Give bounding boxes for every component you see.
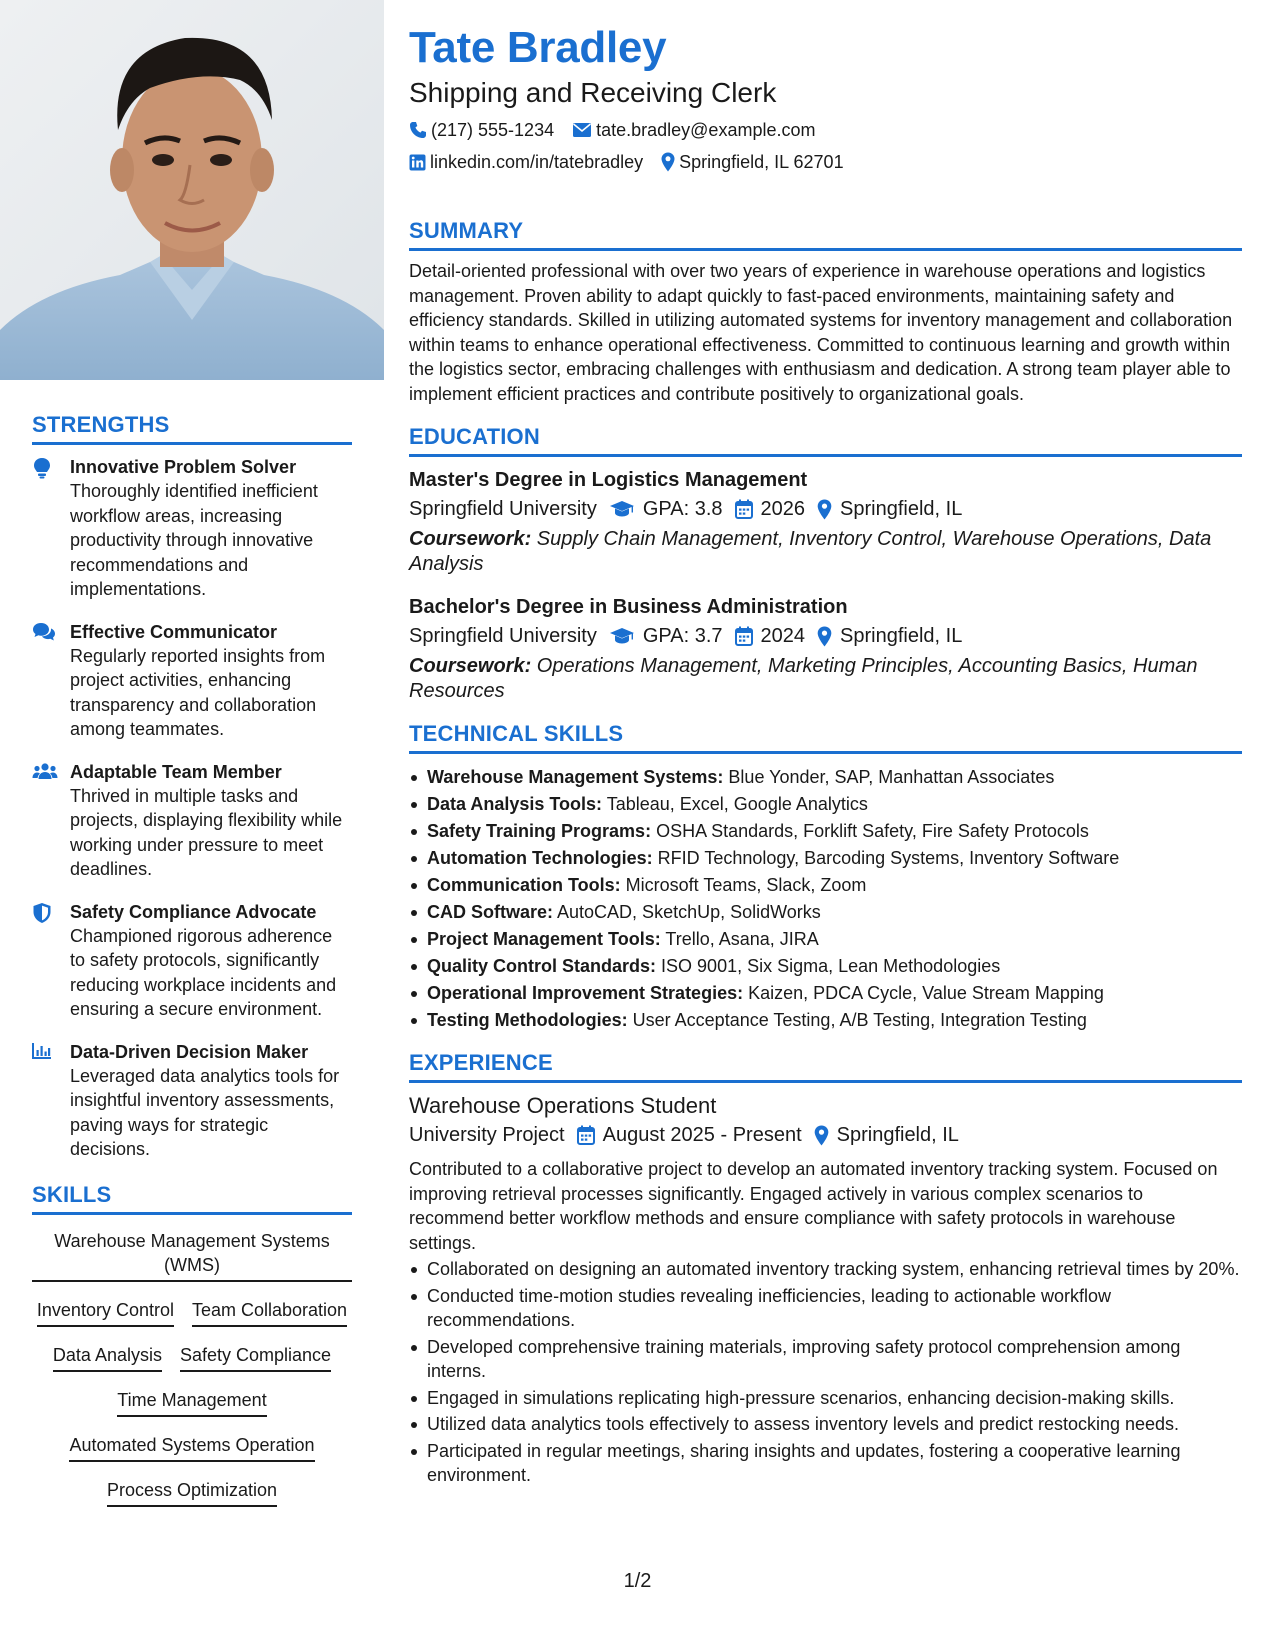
school-name	[409, 622, 597, 650]
skill-tag: Team Collaboration	[192, 1298, 347, 1327]
year-item	[735, 495, 806, 523]
map-pin-icon	[817, 626, 832, 647]
tech-skill-label: CAD Software:	[427, 902, 554, 922]
strength-item	[32, 900, 352, 1022]
strength-item	[32, 620, 352, 742]
comments-icon	[32, 620, 70, 742]
tech-skill-item	[409, 980, 1242, 1007]
candidate-role: Shipping and Receiving Clerk	[409, 77, 777, 108]
phone-icon	[409, 121, 427, 139]
calendar-icon	[735, 626, 753, 646]
shield-icon	[32, 900, 70, 1022]
phone-text: (217) 555-1234	[431, 120, 555, 140]
job-bullet: Developed comprehensive training materials, improving safety protocol comprehension among interns.	[409, 1335, 1242, 1384]
graduation-cap-icon	[609, 500, 635, 518]
linkedin-text: linkedin.com/in/tatebradley	[430, 152, 644, 172]
strength-desc: Championed rigorous adherence to safety protocols, significantly reducing workplace incidents and ensuring a secure environment.	[70, 925, 337, 1019]
strength-title: Safety Compliance Advocate	[70, 901, 317, 922]
job-bullets	[409, 1257, 1242, 1488]
location-text: Springfield, IL 62701	[679, 152, 844, 172]
strength-title: Innovative Problem Solver	[70, 457, 297, 477]
edu-location	[817, 495, 962, 523]
skills-heading: SKILLS	[32, 1182, 352, 1215]
strengths-heading: STRENGTHS	[32, 412, 352, 445]
strength-item	[32, 1040, 352, 1162]
edu-location-text: Springfield, IL	[840, 625, 963, 647]
tech-skill-value: Tableau, Excel, Google Analytics	[602, 794, 868, 814]
job-location	[814, 1121, 959, 1149]
strength-desc: Regularly reported insights from project activities, enhancing transparency and collaboration among teammates.	[70, 645, 326, 739]
contact-row	[409, 118, 1242, 142]
tech-skill-value: User Acceptance Testing, A/B Testing, Integration Testing	[627, 1010, 1087, 1030]
skill-tag: Warehouse Management Systems (WMS)	[32, 1229, 352, 1282]
skill-tag: Inventory Control	[37, 1298, 174, 1327]
job-bullet: Engaged in simulations replicating high-pressure scenarios, enhancing decision-making skills.	[409, 1386, 1242, 1411]
envelope-icon	[572, 122, 592, 138]
coursework-text: Operations Management, Marketing Principles, Accounting Basics, Human Resources	[409, 655, 1198, 702]
tech-skill-item	[409, 899, 1242, 926]
job-meta	[409, 1121, 1242, 1149]
skill-tag: Safety Compliance	[180, 1343, 331, 1372]
location-contact	[661, 150, 843, 174]
education-meta	[409, 622, 1242, 650]
strength-title: Effective Communicator	[70, 621, 278, 642]
education-heading: EDUCATION	[409, 424, 1242, 457]
tech-skill-label: Testing Methodologies:	[427, 1010, 628, 1030]
strength-item	[32, 455, 352, 602]
profile-photo	[0, 0, 384, 380]
skill-tag: Time Management	[117, 1388, 266, 1417]
gpa-text: GPA: 3.8	[642, 498, 723, 520]
chart-icon	[32, 1040, 70, 1162]
linkedin-icon	[409, 154, 426, 171]
gpa-text: GPA: 3.7	[642, 625, 723, 647]
job-location-text: Springfield, IL	[836, 1124, 959, 1146]
tech-skill-value: RFID Technology, Barcoding Systems, Inventory Software	[652, 848, 1120, 868]
tech-skill-item	[409, 953, 1242, 980]
tech-skill-label: Project Management Tools:	[427, 929, 661, 949]
gpa-item	[609, 495, 723, 523]
job-dates	[577, 1121, 802, 1149]
coursework-label: Coursework:	[409, 655, 532, 677]
strength-item	[32, 760, 352, 882]
tech-skill-value: AutoCAD, SketchUp, SolidWorks	[553, 902, 821, 922]
skills-list	[32, 1229, 352, 1507]
phone-contact[interactable]	[409, 118, 554, 142]
coursework	[409, 527, 1242, 576]
summary-heading: SUMMARY	[409, 218, 1242, 251]
tech-skill-value: Blue Yonder, SAP, Manhattan Associates	[723, 767, 1055, 787]
calendar-icon	[735, 499, 753, 519]
tech-skill-value: Trello, Asana, JIRA	[660, 929, 819, 949]
strength-title: Data-Driven Decision Maker	[70, 1041, 309, 1062]
tech-skill-item	[409, 845, 1242, 872]
summary-text: Detail-oriented professional with over two years of experience in warehouse operations and logistics management. Proven ability to adapt quickly to fast-paced environments, maintaining safety and efficiency standards. Skilled in utilizing automated systems for inventory management and collaboration within teams to enhance operational effectiveness. Committed to continuous learning and growth within the logistics sector, embracing challenges with enthusiasm and dedication. A strong team player able to implement efficient practices and contribute positively to organizational goals.	[409, 261, 1233, 404]
tech-skill-item	[409, 818, 1242, 845]
year-text: 2024	[760, 625, 806, 647]
edu-location	[817, 622, 962, 650]
degree-title: Master's Degree in Logistics Management	[409, 469, 808, 491]
coursework-label: Coursework:	[409, 528, 532, 550]
tech-skill-item	[409, 1007, 1242, 1034]
job-bullet: Collaborated on designing an automated inventory tracking system, enhancing retrieval times by 20%.	[409, 1257, 1242, 1282]
sidebar	[0, 0, 384, 1650]
email-text: tate.bradley@example.com	[596, 120, 816, 140]
coursework-text: Supply Chain Management, Inventory Control, Warehouse Operations, Data Analysis	[409, 528, 1212, 575]
technical-skills-list	[409, 764, 1242, 1034]
linkedin-contact[interactable]	[409, 150, 643, 174]
skill-tag: Data Analysis	[53, 1343, 162, 1372]
tech-skill-value: ISO 9001, Six Sigma, Lean Methodologies	[656, 956, 1001, 976]
gpa-item	[609, 622, 723, 650]
email-contact[interactable]	[572, 118, 815, 142]
tech-skill-item	[409, 872, 1242, 899]
school-name	[409, 495, 597, 523]
strength-title: Adaptable Team Member	[70, 761, 282, 782]
job-bullet: Conducted time-motion studies revealing inefficiencies, leading to actionable workflow recommendations.	[409, 1284, 1242, 1333]
skill-tag: Automated Systems Operation	[69, 1433, 314, 1462]
map-pin-icon	[661, 152, 675, 172]
users-icon	[32, 760, 70, 882]
technical-skills-heading: TECHNICAL SKILLS	[409, 721, 1242, 754]
job-title: Warehouse Operations Student	[409, 1093, 717, 1118]
job-org	[409, 1121, 565, 1149]
strengths-list	[32, 455, 352, 1162]
education-meta	[409, 495, 1242, 523]
tech-skill-label: Warehouse Management Systems:	[427, 767, 724, 787]
degree-title: Bachelor's Degree in Business Administration	[409, 596, 848, 618]
job-org-text: University Project	[409, 1124, 565, 1146]
strength-desc: Thrived in multiple tasks and projects, displaying flexibility while working under pressure to meet deadlines.	[70, 785, 343, 879]
lightbulb-icon	[32, 455, 70, 602]
education-item	[409, 594, 1242, 703]
main-content	[409, 20, 1242, 1490]
tech-skill-value: Microsoft Teams, Slack, Zoom	[620, 875, 867, 895]
job-dates-text: August 2025 - Present	[602, 1124, 802, 1146]
job-bullet: Participated in regular meetings, sharing insights and updates, fostering a cooperative learning environment.	[409, 1439, 1242, 1488]
coursework	[409, 654, 1242, 703]
tech-skill-value: Kaizen, PDCA Cycle, Value Stream Mapping	[743, 983, 1104, 1003]
skill-tag: Process Optimization	[107, 1478, 277, 1507]
calendar-icon	[577, 1125, 595, 1145]
tech-skill-item	[409, 764, 1242, 791]
experience-heading: EXPERIENCE	[409, 1050, 1242, 1083]
school-text: Springfield University	[409, 498, 597, 520]
tech-skill-label: Safety Training Programs:	[427, 821, 652, 841]
tech-skill-label: Quality Control Standards:	[427, 956, 657, 976]
tech-skill-label: Data Analysis Tools:	[427, 794, 603, 814]
year-text: 2026	[760, 498, 806, 520]
tech-skill-item	[409, 791, 1242, 818]
tech-skill-label: Communication Tools:	[427, 875, 621, 895]
contact-row	[409, 150, 1242, 174]
graduation-cap-icon	[609, 627, 635, 645]
page-number: 1/2	[623, 1570, 652, 1592]
job-description: Contributed to a collaborative project to develop an automated inventory tracking system. Focused on improving retrieval processes significantly. Engaged actively in various complex scenarios to recommend better workflow methods and ensure compliance with safety protocols in warehouse settings.	[409, 1159, 1218, 1253]
tech-skill-item	[409, 926, 1242, 953]
education-item	[409, 467, 1242, 576]
map-pin-icon	[814, 1125, 829, 1146]
job-bullet: Utilized data analytics tools effectively to assess inventory levels and predict restocking needs.	[409, 1412, 1242, 1437]
tech-skill-value: OSHA Standards, Forklift Safety, Fire Safety Protocols	[651, 821, 1089, 841]
year-item	[735, 622, 806, 650]
tech-skill-label: Operational Improvement Strategies:	[427, 983, 744, 1003]
candidate-name: Tate Bradley	[409, 23, 667, 72]
tech-skill-label: Automation Technologies:	[427, 848, 653, 868]
edu-location-text: Springfield, IL	[840, 498, 963, 520]
map-pin-icon	[817, 499, 832, 520]
school-text: Springfield University	[409, 625, 597, 647]
strength-desc: Thoroughly identified inefficient workflow areas, increasing productivity through innovative recommendations and implementations.	[70, 481, 318, 599]
strength-desc: Leveraged data analytics tools for insightful inventory assessments, paving ways for strategic decisions.	[70, 1065, 340, 1159]
sidebar-content	[32, 412, 352, 1507]
